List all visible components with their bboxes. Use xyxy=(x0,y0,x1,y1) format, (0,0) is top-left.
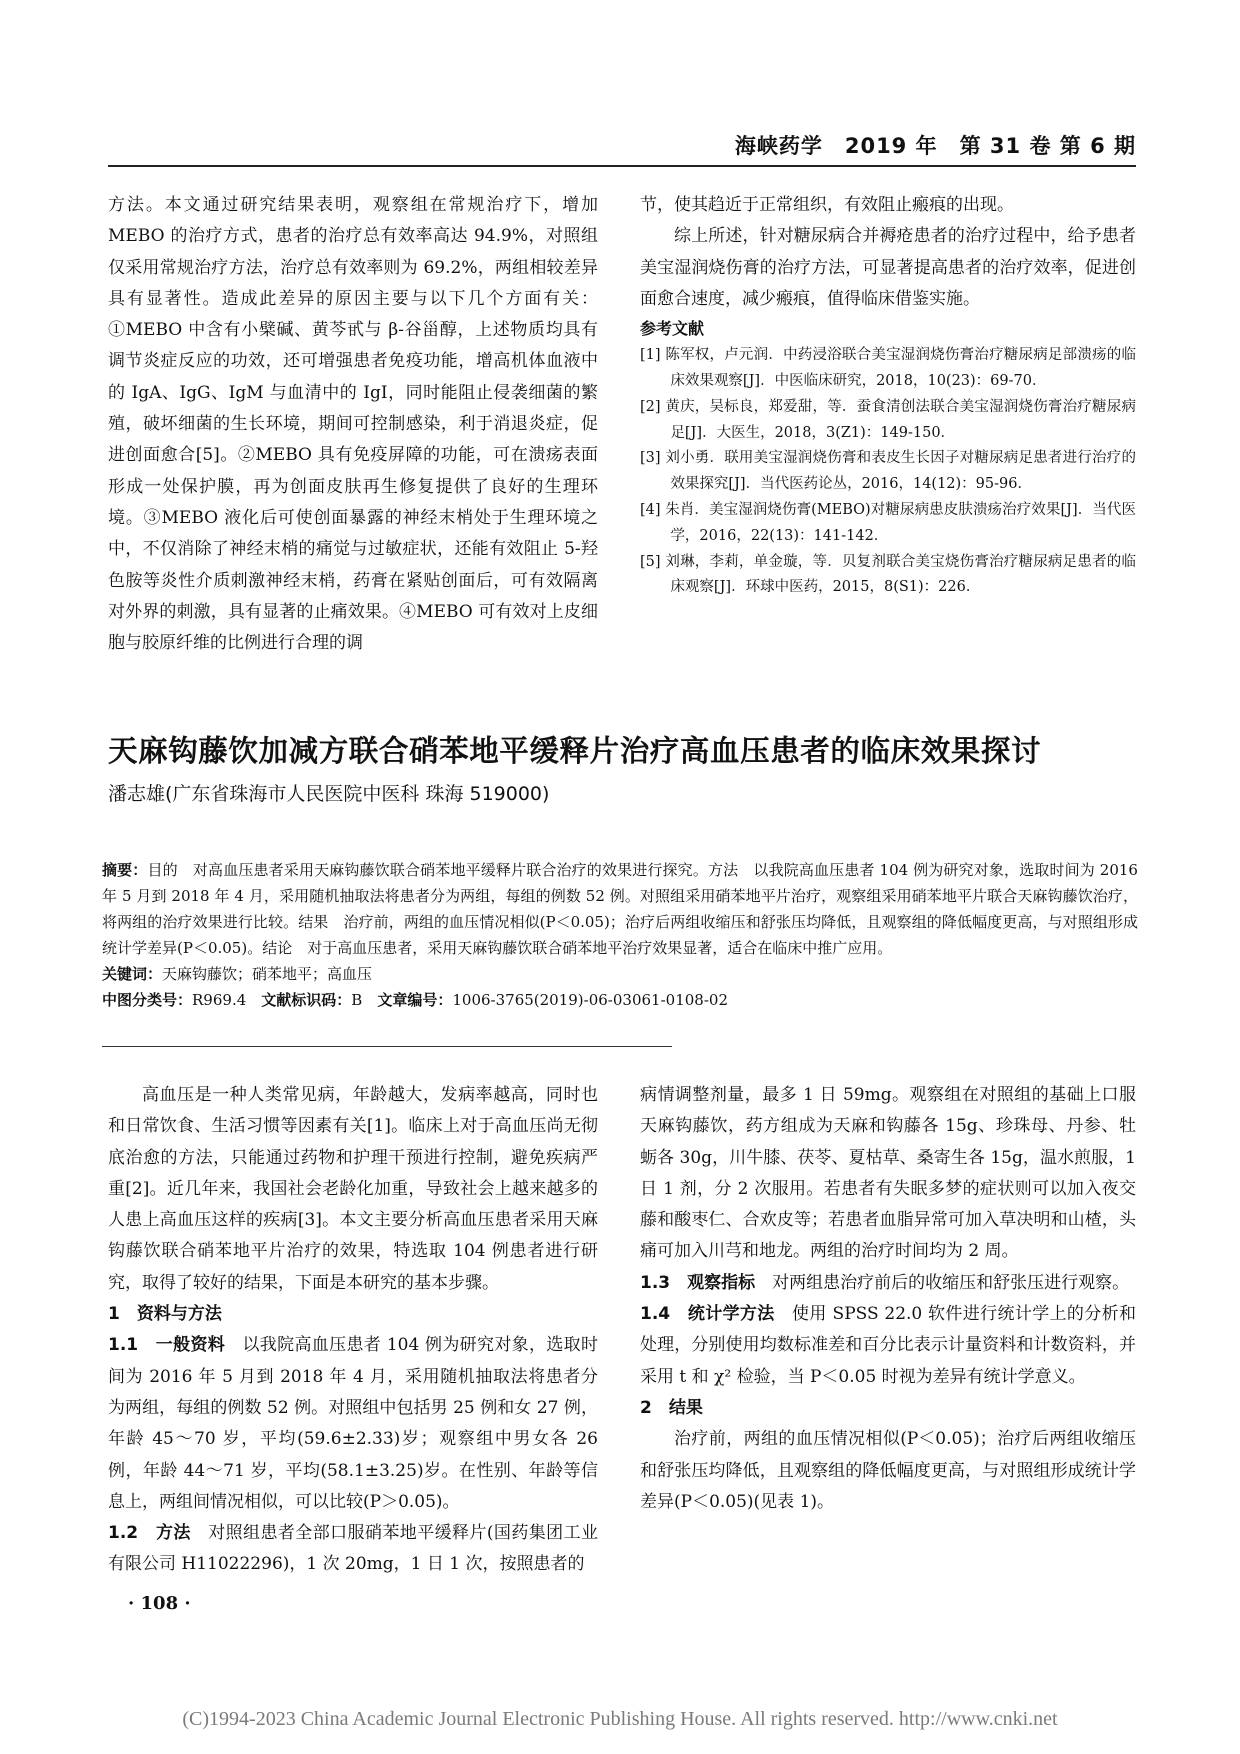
author-affiliation: 潘志雄(广东省珠海市人民医院中医科 珠海 519000) xyxy=(108,783,550,805)
keywords-value: 天麻钩藤饮；硝苯地平；高血压 xyxy=(162,965,373,983)
subsection-1-1-text: 以我院高血压患者 104 例为研究对象，选取时间为 2016 年 5 月到 2018 年 4 月，采用随机抽取法将患者分为两组，每组的例数 52 例。对照组中包括男 25 例和女 27 例，年龄 45～70 岁，平均(59.6±2.33)岁；观察组中男女各 26 例，年龄 44～71 岁，平均(58.1±3.25)岁。在性别、年龄等信息上，两组间情况相似，可以比较(P＞0.05)。 xyxy=(108,1335,598,1512)
subsection-1-4-text: 使用 SPSS 22.0 软件进行统计学上的分析和处理，分别使用均数标准差和百分比表示计量资料和计数资料，并采用 t 和 χ² 检验，当 P＜0.05 时视为差异有统计学意义。 xyxy=(640,1304,1137,1387)
article-title: 天麻钩藤饮加减方联合硝苯地平缓释片治疗高血压患者的临床效果探讨 xyxy=(108,734,1042,768)
prev-article-conclusion: 综上所述，针对糖尿病合并褥疮患者的治疗过程中，给予患者美宝湿润烧伤膏的治疗方法，可显著提高患者的治疗效率，促进创面愈合速度，减少瘢痕，值得临床借鉴实施。 xyxy=(640,226,1136,309)
method-continued: 病情调整剂量，最多 1 日 59mg。观察组在对照组的基础上口服天麻钩藤饮，药方组成为天麻和钩藤各 15g、珍珠母、丹参、牡蛎各 30g，川牛膝、茯苓、夏枯草、桑寄生各 15g，温水煎服，1 日 1 剂，分 2 次服用。若患者有失眠多梦的症状则可以加入夜交藤和酸枣仁、合欢皮等；若患者血脂异常可加入草决明和山楂，头痛可加入川芎和地龙。两组的治疗时间均为 2 周。 xyxy=(640,1085,1136,1262)
subsection-1-3-text: 对两组患治疗前后的收缩压和舒张压进行观察。 xyxy=(772,1272,1130,1293)
abstract-paragraph xyxy=(102,857,1138,961)
doc-code-label: 文献标识码： xyxy=(261,991,352,1009)
abstract-separator xyxy=(102,1046,672,1047)
subsection-1-2-heading: 1.2 方法 xyxy=(108,1523,191,1544)
keywords-label: 关键词： xyxy=(102,965,163,983)
subsection-1-1 xyxy=(108,1330,598,1518)
section-heading-1: 1 资料与方法 xyxy=(108,1304,222,1325)
intro-paragraph: 高血压是一种人类常见病，年龄越大，发病率越高，同时也和日常饮食、生活习惯等因素有关[1]。临床上对于高血压尚无彻底治愈的方法，只能通过药物和护理干预进行控制，避免疾病严重[2]。近几年来，我国社会老龄化加重，导致社会上越来越多的人患上高血压这样的疾病[3]。本文主要分析高血压患者采用天麻钩藤饮联合硝苯地平片治疗的效果，特选取 104 例患者进行研究，取得了较好的结果，下面是本研究的基本步骤。 xyxy=(108,1085,598,1293)
article-no-label: 文章编号： xyxy=(377,991,453,1009)
section-heading-2: 2 结果 xyxy=(640,1397,703,1418)
reference-item: [1] 陈军权，卢元润．中药浸浴联合美宝湿润烧伤膏治疗糖尿病足部溃疡的临床效果观察[J]．中医临床研究，2018，10(23)：69-70． xyxy=(640,347,1136,389)
page-number: · 108 · xyxy=(128,1593,191,1614)
prev-article-left-text: 方法。本文通过研究结果表明，观察组在常规治疗下，增加 MEBO 的治疗方式，患者的治疗总有效率高达 94.9%，对照组仅采用常规治疗方法，治疗总有效率则为 69.2%，两组相较差异具有显著性。造成此差异的原因主要与以下几个方面有关：①MEBO 中含有小檗碱、黄芩甙与 β-谷甾醇，上述物质均具有调节炎症反应的功效，还可增强患者免疫功能，增高机体血液中的 IgA、IgG、IgM 与血清中的 IgI，同时能阻止侵袭细菌的繁殖，破坏细菌的生长环境，期间可控制感染，利于消退炎症，促进创面愈合[5]。②MEBO 具有免疫屏障的功能，可在溃疡表面形成一处保护膜，再为创面皮肤再生修复提供了良好的生理环境。③MEBO 液化后可使创面暴露的神经末梢处于生理环境之中，不仅消除了神经末梢的痛觉与过敏症状，还能有效阻止 5-羟色胺等炎性介质刺激神经末梢，药膏在紧贴创面后，可有效隔离对外界的刺激，具有显著的止痛效果。④MEBO 可有效对上皮细胞与胶原纤维的比例进行合理的调 xyxy=(108,195,598,654)
subsection-1-3-heading: 1.3 观察指标 xyxy=(640,1272,756,1293)
abstract-label: 摘要： xyxy=(102,861,148,879)
prev-article-right-text-1: 节，使其趋近于正常组织，有效阻止瘢痕的出现。 xyxy=(640,195,1014,215)
doc-code-value: B xyxy=(351,991,363,1009)
subsection-1-4 xyxy=(640,1299,1136,1393)
article-no-value: 1006-3765(2019)-06-03061-0108-02 xyxy=(452,991,728,1009)
body-left-column xyxy=(108,1080,598,1581)
keywords-line xyxy=(102,961,1138,987)
subsection-1-3 xyxy=(640,1268,1136,1299)
results-paragraph: 治疗前，两组的血压情况相似(P＜0.05)；治疗后两组收缩压和舒张压均降低，且观察组的降低幅度更高，与对照组形成统计学差异(P＜0.05)(见表 1)。 xyxy=(640,1429,1136,1512)
prev-article-right-column xyxy=(640,190,1136,601)
class-value: R969.4 xyxy=(192,991,247,1009)
abstract-block xyxy=(102,857,1138,1013)
reference-item: [5] 刘琳，李莉，单金璇，等．贝复剂联合美宝烧伤膏治疗糖尿病足患者的临床观察[J]．环球中医药，2015，8(S1)：226． xyxy=(640,553,1136,596)
reference-item: [2] 黄庆，吴标良，郑爱甜，等．蚕食清创法联合美宝湿润烧伤膏治疗糖尿病足[J]．大医生，2018，3(Z1)：149-150． xyxy=(640,398,1136,441)
subsection-1-1-heading: 1.1 一般资料 xyxy=(108,1335,226,1356)
subsection-1-2-text: 对照组患者全部口服硝苯地平缓释片(国药集团工业有限公司 H11022296)，1 次 20mg，1 日 1 次，按照患者的 xyxy=(108,1523,598,1575)
subsection-1-2 xyxy=(108,1518,598,1581)
references-heading: 参考文献 xyxy=(640,319,705,339)
abstract-text: 目的 对高血压患者采用天麻钩藤饮联合硝苯地平缓释片联合治疗的效果进行探究。方法 以我院高血压患者 104 例为研究对象，选取时间为 2016 年 5 月到 2018 年 4 月，采用随机抽取法将患者分为两组，每组的例数 52 例。对照组采用硝苯地平片治疗，观察组采用硝苯地平片联合天麻钩藤饮治疗，将两组的治疗效果进行比较。结果 治疗前，两组的血压情况相似(P＜0.05)；治疗后两组收缩压和舒张压均降低，且观察组的降低幅度更高，与对照组形成统计学差异(P＜0.05)。结论 对于高血压患者，采用天麻钩藤饮联合硝苯地平治疗效果显著，适合在临床中推广应用。 xyxy=(102,861,1138,957)
reference-item: [3] 刘小勇．联用美宝湿润烧伤膏和表皮生长因子对糖尿病足患者进行治疗的效果探究[J]．当代医药论丛，2016，14(12)：95-96． xyxy=(640,450,1136,493)
classification-line xyxy=(102,987,1138,1013)
reference-item: [4] 朱肖．美宝湿润烧伤膏(MEBO)对糖尿病患皮肤溃疡治疗效果[J]．当代医学，2016，22(13)：141-142． xyxy=(640,501,1136,544)
header-rule xyxy=(108,165,1136,167)
prev-article-left-column xyxy=(108,190,598,659)
class-label: 中图分类号： xyxy=(102,991,193,1009)
journal-header: 海峡药学 2019 年 第 31 卷 第 6 期 xyxy=(734,134,1136,158)
copyright-notice: (C)1994-2023 China Academic Journal Electronic Publishing House. All rights reserved. http://www.cnki.net xyxy=(182,1708,1058,1730)
subsection-1-4-heading: 1.4 统计学方法 xyxy=(640,1304,775,1325)
body-right-column xyxy=(640,1080,1136,1518)
